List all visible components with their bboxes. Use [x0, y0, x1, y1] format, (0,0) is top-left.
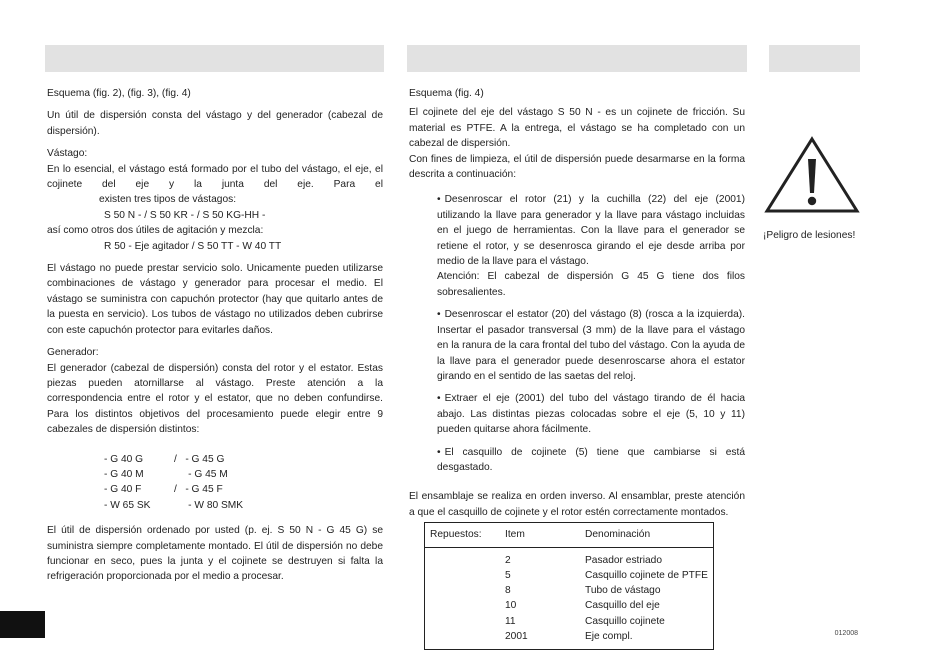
vastago-note: El vástago no puede prestar servicio solo. Unicamente pueden utilizarse combinaciones de vástago y generador para procesar el medio. El vástago se suministra con capuchón protector (hay que quitarlo antes de la puesta en servicio). Los tubos de vástago no utilizados deben cubrirse con este capuchón protector para evitarles daños.: [47, 263, 383, 336]
generador-text: El generador (cabezal de dispersión) consta del rotor y el estator. Estas piezas pueden atornillarse al vástago. Preste atención a la correspondencia entre el rotor y el estator, que no deben confundirse. Para los distintos objetivos del procesamiento puede elegir entre 9 cabezales de dispersión distintos:: [47, 362, 383, 436]
table-header-row: [425, 523, 714, 547]
item-cell: 11: [505, 615, 516, 627]
vastago-text-2: existen tres tipos de vástagos:: [99, 194, 237, 206]
name-cell: Casquillo cojinete: [585, 615, 665, 627]
generator-row: [104, 467, 383, 482]
generator-a: - G 40 M: [104, 468, 144, 480]
header-spares: Repuestos:: [425, 523, 501, 547]
generator-b: - G 45 M: [174, 468, 228, 480]
vastago-section: [47, 146, 383, 254]
step-rotor: [437, 192, 745, 300]
middle-column: [409, 86, 745, 650]
closing-text: El útil de dispersión ordenado por usted (p. ej. S 50 N - G 45 G) se suministra siempre completamente montado. El útil de dispersión no debe funcionar en seco, pues la junta y el cojinete se destruyen si falta la refrigeración proporcionada por el medio a procesar.: [47, 525, 383, 583]
warning-text: ¡Peligro de lesiones!: [763, 230, 856, 241]
step-shaft: [437, 391, 745, 437]
header-item: Item: [500, 523, 580, 547]
generator-row: [104, 498, 383, 513]
vastago-types: S 50 N - / S 50 KR - / S 50 KG-HH -: [104, 209, 266, 221]
table-row: [425, 583, 714, 598]
generator-a: - W 65 SK: [104, 499, 151, 511]
right-column: [762, 135, 870, 243]
item-cell: 2: [505, 554, 511, 566]
warning-triangle-icon: [762, 135, 862, 215]
left-header-bar: [45, 45, 384, 72]
left-column: [47, 86, 383, 592]
step-text: El casquillo de cojinete (5) tiene que cambiarse si está desgastado.: [437, 446, 745, 473]
generator-b: / - G 45 G: [174, 453, 225, 465]
item-cell: 2001: [505, 631, 528, 643]
generador-section: [47, 345, 383, 437]
right-header-bar: [769, 45, 860, 72]
step-bushing: [437, 445, 745, 476]
step-text: Extraer el eje (2001) del tubo del vástago tirando de él hacia abajo. Las distintas piezas colocadas sobre el eje (5, 10 y 11) pueden quitarse ahora fácilmente.: [437, 393, 745, 436]
name-cell: Casquillo del eje: [585, 600, 660, 612]
cleaning-intro: Con fines de limpieza, el útil de dispersión puede desarmarse en la forma descrita a continuación:: [409, 153, 745, 181]
vastago-text-1: En lo esencial, el vástago está formado por el tubo del vástago, el eje, el cojinete del eje y la junta del eje. Para el: [47, 163, 383, 191]
scheme-heading-left: Esquema (fig. 2), (fig. 3), (fig. 4): [47, 88, 191, 99]
assembly-text: El ensamblaje se realiza en orden inverso. Al ensamblar, preste atención a que el casquillo de cojinete y el rotor estén correctamente montados.: [409, 491, 745, 518]
generator-b: - W 80 SMK: [174, 499, 244, 511]
bullet-dot: •: [437, 309, 441, 321]
table-row: [425, 568, 714, 583]
name-cell: Tubo de vástago: [585, 585, 661, 597]
item-cell: 5: [505, 569, 511, 581]
step-text: Desenroscar el rotor (21) y la cuchilla (22) del eje (2001) utilizando la llave para generador y la llave para vástago incluidas en el juego de herramientas. Con la llave para el generador se retiene el rotor, y se desenrosca girando el eje desde arriba por medio de la llave para el vástago.: [437, 194, 745, 268]
table-row: [425, 598, 714, 613]
table-row: [425, 629, 714, 650]
vastago-heading: Vástago:: [47, 148, 88, 160]
generator-row: [104, 482, 383, 497]
generator-list: [104, 452, 383, 514]
table-row: [425, 614, 714, 629]
scheme-heading-middle: Esquema (fig. 4): [409, 88, 484, 99]
generator-row: [104, 452, 383, 467]
document-code: 012008: [834, 630, 858, 637]
generator-a: - G 40 G: [104, 453, 144, 465]
bullet-dot: •: [437, 393, 441, 405]
intro-text: Un útil de dispersión consta del vástago y del generador (cabezal de dispersión).: [47, 110, 383, 137]
name-cell: Casquillo cojinete de PTFE: [585, 569, 708, 581]
header-name: Denominación: [580, 523, 714, 547]
vastago-text-3: así como otros dos útiles de agitación y mezcla:: [47, 225, 264, 237]
generator-b: / - G 45 F: [174, 484, 223, 496]
table-row: [425, 547, 714, 568]
step-warning-note: Atención: El cabezal de dispersión G 45 G tiene dos filos sobresalientes.: [437, 271, 745, 298]
bullet-dot: •: [437, 194, 441, 206]
vastago-others: R 50 - Eje agitador / S 50 TT - W 40 TT: [104, 240, 282, 252]
item-cell: 10: [505, 600, 517, 612]
bullet-dot: •: [437, 446, 441, 458]
page-corner-block: [0, 611, 45, 638]
generator-a: - G 40 F: [104, 484, 142, 496]
step-stator: [437, 307, 745, 384]
step-text: Desenroscar el estator (20) del vástago (8) (rosca a la izquierda). Insertar el pasador transversal (3 mm) de la llave para el vástago en la ranura de la cara frontal del tubo del vástago. Con la ayuda de la llave para el generador puede desenroscarse ahora el estator girando en el sentido de las saetas del reloj.: [437, 309, 745, 382]
middle-header-bar: [407, 45, 747, 72]
item-cell: 8: [505, 585, 511, 597]
bearing-text: El cojinete del eje del vástago S 50 N - es un cojinete de fricción. Su material es PTFE. A la entrega, el vástago se ha completado con un cabezal de dispersión.: [409, 107, 745, 150]
spare-parts-table: [424, 522, 714, 650]
generador-heading: Generador:: [47, 347, 99, 359]
name-cell: Pasador estriado: [585, 554, 663, 566]
name-cell: Eje compl.: [585, 631, 633, 643]
